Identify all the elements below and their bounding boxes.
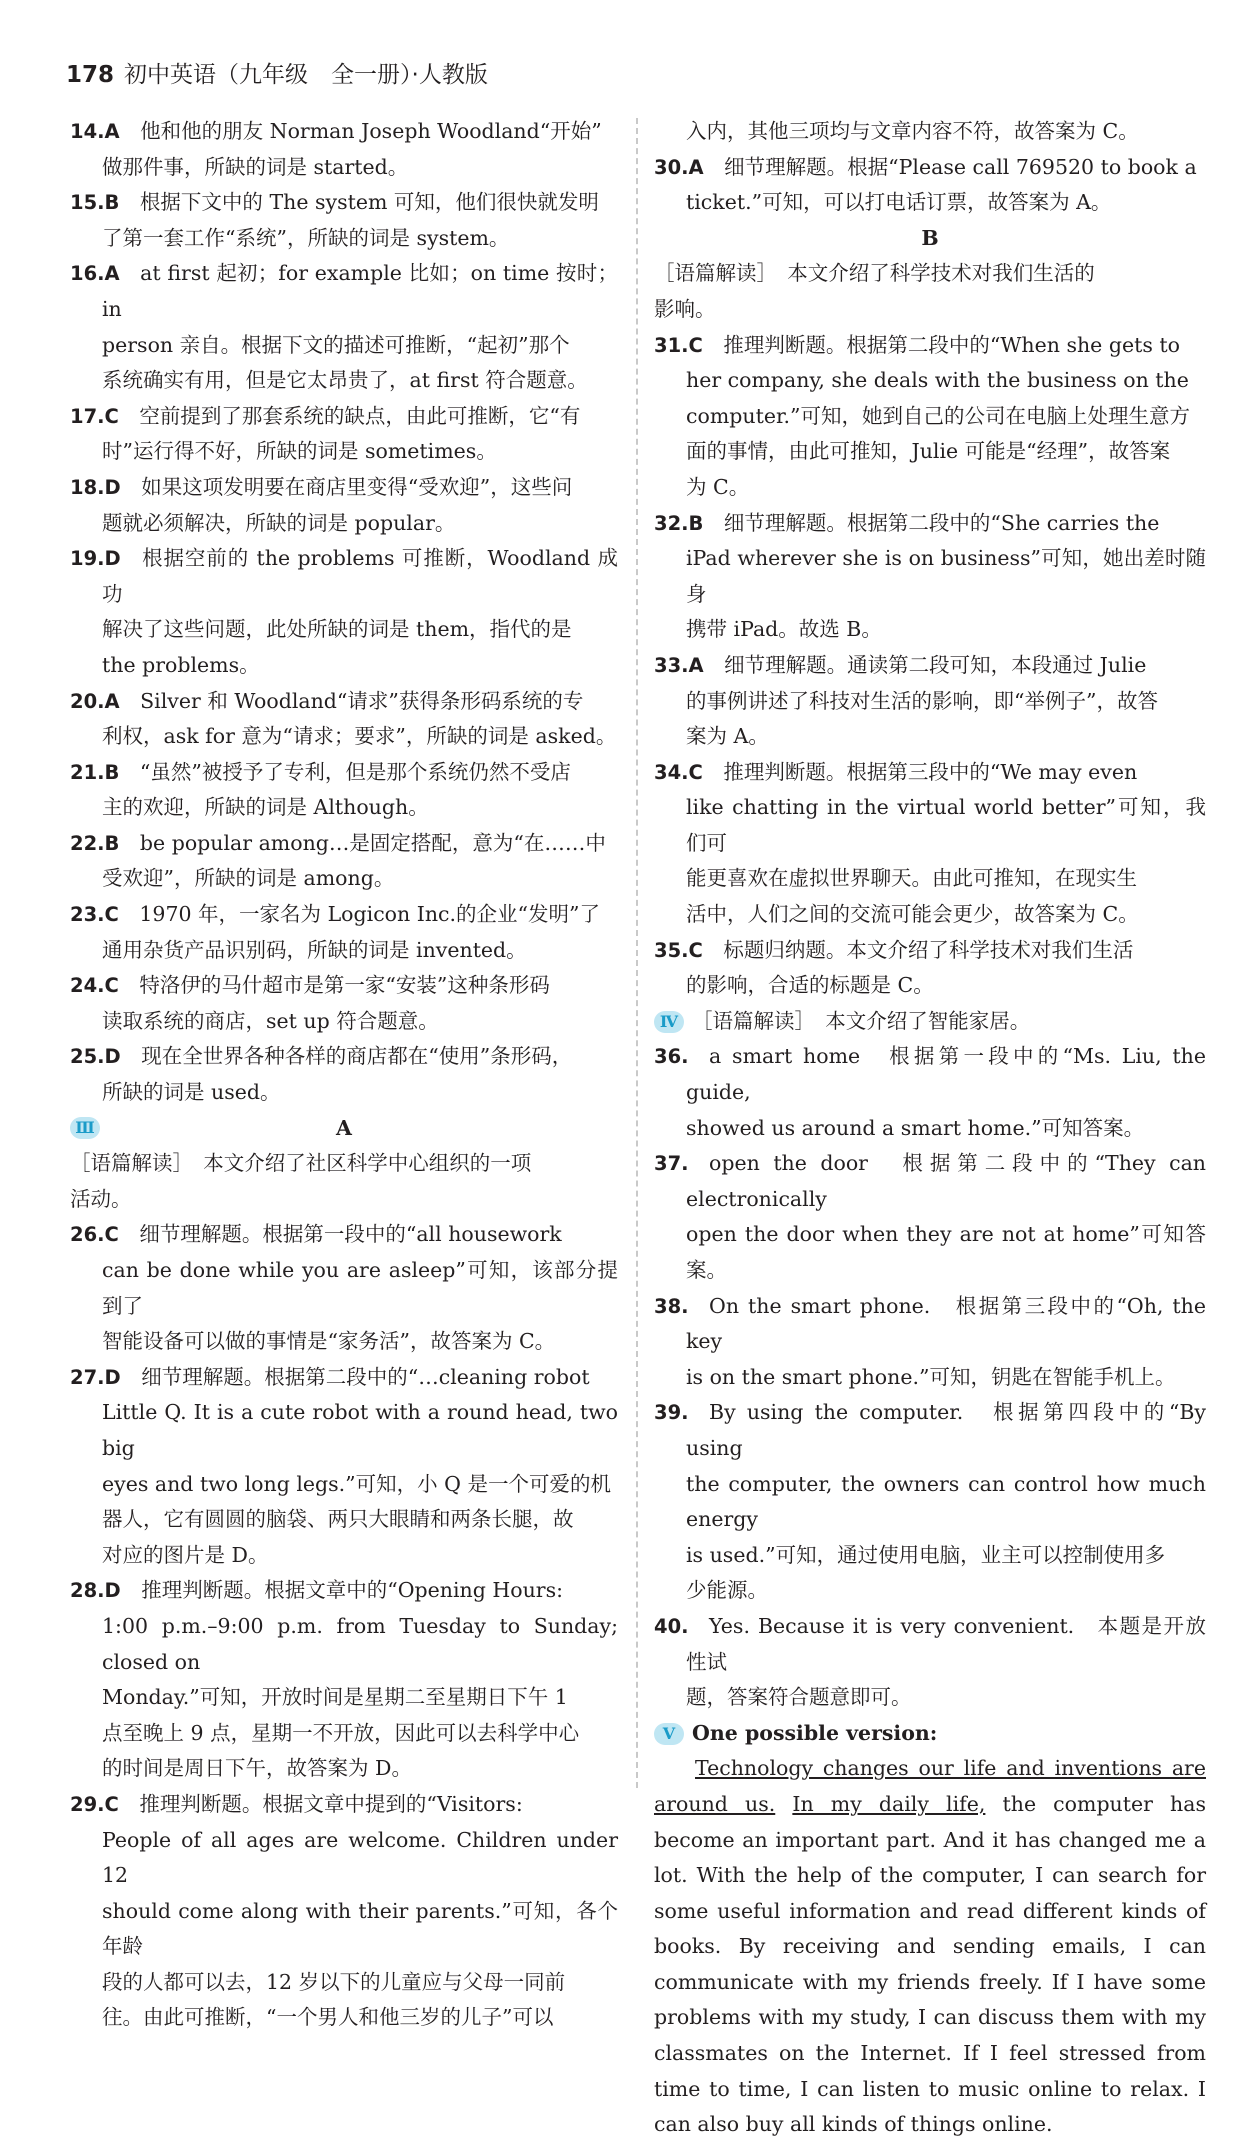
section-heading-4 [654, 1004, 1206, 1040]
answer-text: “虽然”被授予了专利，但是那个系统仍然不受店 [139, 759, 571, 784]
answer-entry [70, 826, 618, 897]
answer-entry [70, 1787, 618, 2036]
answer-continuation-line: eyes and two long legs.”可知，小 Q 是一个可爱的机 [102, 1471, 611, 1496]
answer-text: 特洛伊的马什超市是第一家“安装”这种条形码 [139, 973, 550, 998]
essay-body: the computer has become an important part. And it has changed me a lot. With the help of the computer, I can search for some useful information and read different kinds of books. By receiving and sending emails, I can communicate with my friends freely. If I have some problems with my study, I can discuss them with my classmates on the Internet. If I feel stressed from time to time, I can listen to music online to relax. I can also buy all kinds of things online. [654, 1791, 1206, 2137]
answer-text: 细节理解题。根据第二段中的“…cleaning robot [141, 1364, 590, 1389]
answer-first-line [70, 684, 618, 720]
answer-text: 空前提到了那套系统的缺点，由此可推断，它“有 [139, 403, 581, 428]
answer-continuation-line: People of all ages are welcome. Children under 12 [102, 1827, 618, 1888]
answer-number: 28.D [70, 1579, 121, 1603]
answer-number: 36. [654, 1045, 689, 1069]
answer-text: be popular among…是固定搭配，意为“在……中 [139, 830, 606, 855]
answer-continuation-line: 读取系统的商店，set up 符合题意。 [102, 1008, 439, 1033]
answer-continuation-line: 对应的图片是 D。 [102, 1542, 269, 1567]
answer-first-line [70, 399, 618, 435]
answer-continuation-line: 了第一套工作“系统”，所缺的词是 system。 [102, 225, 510, 250]
answer-continuation-line: 面的事情，由此可推知，Julie 可能是“经理”，故答案 [686, 439, 1171, 464]
answer-entry [654, 755, 1206, 933]
answer-continuation-line: like chatting in the virtual world better”可知，我们可 [686, 795, 1206, 855]
answer-continuation-line: 活中，人们之间的交流可能会更少，故答案为 C。 [686, 902, 1139, 927]
column-divider [636, 118, 638, 1788]
answer-number: 20.A [70, 689, 120, 713]
answer-continuation-line: is on the smart phone.”可知，钥匙在智能手机上。 [686, 1364, 1176, 1389]
page-header [66, 56, 488, 89]
answer-first-line [70, 541, 618, 612]
section-badge-3: Ⅲ [70, 1117, 100, 1139]
reading-a-line-2: 活动。 [70, 1186, 132, 1211]
answer-continuation-line: person 亲自。根据下文的描述可推断，“起初”那个 [102, 332, 570, 357]
answer-continuation-line: 案为 A。 [686, 724, 769, 749]
answer-number: 27.D [70, 1365, 121, 1389]
answer-number: 26.C [70, 1223, 119, 1247]
reading-a-line-1: ［语篇解读］ 本文介绍了社区科学中心组织的一项 [70, 1151, 532, 1176]
answer-entry [70, 755, 618, 826]
right-column [654, 114, 1206, 2143]
reading-a-intro [70, 1146, 618, 1217]
answer-first-line [70, 755, 618, 791]
answer-first-line [654, 648, 1206, 684]
answer-number: 22.B [70, 831, 120, 855]
answer-continuation-line: ticket.”可知，可以打电话订票，故答案为 A。 [686, 190, 1112, 215]
answer-list-2 [70, 1217, 618, 2036]
answer-first-line [654, 1039, 1206, 1110]
left-column [70, 114, 618, 2036]
essay-underlined-1: Technology changes our life and inventions are [695, 1756, 1206, 1781]
answer-number: 29.C [70, 1792, 119, 1816]
answer-continuation-line: open the door when they are not at home”可知答案。 [686, 1222, 1206, 1282]
answer-continuation-line: 受欢迎”，所缺的词是 among。 [102, 866, 395, 891]
answer-first-line [70, 968, 618, 1004]
answer-entry [654, 933, 1206, 1004]
answer-list-4 [654, 1039, 1206, 1715]
answer-continuation-line: 通用杂货产品识别码，所缺的词是 invented。 [102, 937, 527, 962]
answer-number: 35.C [654, 938, 703, 962]
answer-first-line [654, 933, 1206, 969]
answer-entry [70, 256, 618, 398]
answer-first-line [654, 1609, 1206, 1680]
answer-first-line [70, 1217, 618, 1253]
answer-entry [70, 185, 618, 256]
answer-continuation-line: 利权，ask for 意为“请求；要求”，所缺的词是 asked。 [102, 724, 617, 749]
answer-continuation-line: 能更喜欢在虚拟世界聊天。由此可推知，在现实生 [686, 866, 1137, 891]
reading-b-intro [654, 256, 1206, 327]
answer-first-line [654, 150, 1206, 186]
answer-continuation-line: 往。由此可推断，“一个男人和他三岁的儿子”可以 [102, 2005, 554, 2030]
answer-number: 34.C [654, 760, 703, 784]
answer-text: 他和他的朋友 Norman Joseph Woodland“开始” [140, 119, 602, 143]
answer-first-line [70, 185, 618, 221]
answer-text: By using the computer. 根据第四段中的“By using [686, 1400, 1206, 1460]
answer-number: 16.A [70, 262, 120, 286]
answer-number: 30.A [654, 155, 704, 179]
answer-text: 推理判断题。根据第二段中的“When she gets to [723, 332, 1180, 357]
answer-entry [70, 1217, 618, 1359]
answer-text: 推理判断题。根据第三段中的“We may even [723, 759, 1138, 784]
answer-first-line [654, 755, 1206, 791]
answer-first-line [70, 1573, 618, 1609]
answer-number: 38. [654, 1294, 689, 1318]
answer-number: 32.B [654, 511, 704, 535]
answer-30 [654, 150, 1206, 221]
section-letter-a: A [336, 1115, 352, 1140]
answer-text: open the door 根据第二段中的“They can electronically [686, 1151, 1206, 1211]
answer-continuation-line: should come along with their parents.”可知，各个年龄 [102, 1898, 618, 1959]
book-title: 初中英语（九年级 全一册）·人教版 [124, 62, 488, 88]
answer-number: 21.B [70, 760, 120, 784]
answer-text: 细节理解题。根据“Please call 769520 to book a [724, 154, 1197, 179]
reading-b-line-1: ［语篇解读］ 本文介绍了科学技术对我们生活的 [654, 261, 1095, 286]
answer-entry [70, 399, 618, 470]
answer-number: 31.C [654, 333, 703, 357]
answer-continuation-line: the problems。 [102, 652, 260, 677]
answer-continuation-line: showed us around a smart home.”可知答案。 [686, 1115, 1145, 1140]
answer-entry [654, 1395, 1206, 1609]
answer-first-line [654, 1146, 1206, 1217]
answer-continuation-line: 系统确实有用，但是它太昂贵了，at first 符合题意。 [102, 368, 588, 393]
answer-continuation-line: 主的欢迎，所缺的词是 Although。 [102, 795, 429, 820]
answer-text: 根据空前的 the problems 可推断，Woodland 成功 [102, 546, 618, 606]
answer-first-line [654, 328, 1206, 364]
answer-continuation-line: iPad wherever she is on business”可知，她出差时随身 [686, 546, 1206, 606]
answer-number: 24.C [70, 974, 119, 998]
answer-text: Yes. Because it is very convenient. 本题是开放性试 [686, 1613, 1206, 1674]
answer-continuation-line: 所缺的词是 used。 [102, 1080, 281, 1105]
answer-number: 23.C [70, 903, 119, 927]
answer-entry [654, 1289, 1206, 1396]
answer-continuation-line: 1:00 p.m.–9:00 p.m. from Tuesday to Sunday; closed on [102, 1613, 618, 1674]
answer-first-line [654, 506, 1206, 542]
answer-continuation-line: 的事例讲述了科技对生活的影响，即“举例子”，故答 [686, 688, 1158, 713]
answer-number: 19.D [70, 547, 121, 571]
section-heading-5 [654, 1716, 1206, 1752]
answer-text: 标题归纳题。本文介绍了科学技术对我们生活 [723, 937, 1134, 962]
answer-entry [70, 897, 618, 968]
reading-4-intro: ［语篇解读］ 本文介绍了智能家居。 [692, 1008, 1031, 1033]
answer-entry [70, 968, 618, 1039]
answer-continuation-line: 时”运行得不好，所缺的词是 sometimes。 [102, 439, 497, 464]
answer-entry [654, 506, 1206, 648]
answer-continuation-line: can be done while you are asleep”可知，该部分提到了 [102, 1258, 618, 1318]
answer-entry [654, 1146, 1206, 1288]
answer-continuation-line: 段的人都可以去，12 岁以下的儿童应与父母一同前 [102, 1969, 566, 1994]
answer-continuation-line: 点至晚上 9 点，星期一不开放，因此可以去科学中心 [102, 1720, 580, 1745]
section-heading-3 [70, 1111, 618, 1147]
answer-entry [654, 648, 1206, 755]
answer-entry [70, 114, 618, 185]
answer-entry [654, 328, 1206, 506]
answer-continuation-line: 为 C。 [686, 474, 750, 499]
answer-number: 15.B [70, 191, 120, 215]
answer-number: 17.C [70, 404, 119, 428]
answer-number: 39. [654, 1401, 689, 1425]
answer-text: 细节理解题。根据第一段中的“all housework [139, 1222, 562, 1247]
answer-text: On the smart phone. 根据第三段中的“Oh, the key [686, 1293, 1206, 1354]
answer-number: 37. [654, 1152, 689, 1176]
answer-first-line [70, 470, 618, 506]
answer-continuation-line: the computer, the owners can control how much energy [686, 1471, 1206, 1532]
essay-underlined-3: In my daily life, [792, 1791, 986, 1816]
answer-first-line [70, 1787, 618, 1823]
essay-text [654, 1751, 1206, 2143]
answer-continuation-line: 携带 iPad。故选 B。 [686, 617, 882, 642]
answer-number: 33.A [654, 653, 704, 677]
answer-continuation-line: is used.”可知，通过使用电脑，业主可以控制使用多 [686, 1542, 1166, 1567]
answer-continuation-line: 解决了这些问题，此处所缺的词是 them，指代的是 [102, 617, 572, 642]
answer-text: at first 起初；for example 比如；on time 按时；in [102, 261, 618, 321]
answer-text: 1970 年，一家名为 Logicon Inc.的企业“发明”了 [139, 902, 600, 927]
answer-list-1 [70, 114, 618, 1111]
answer-number: 25.D [70, 1045, 121, 1069]
answer-continuation-line: 智能设备可以做的事情是“家务活”，故答案为 C。 [102, 1329, 556, 1354]
answer-text: 细节理解题。根据第二段中的“She carries the [723, 510, 1160, 535]
answer-text: 根据下文中的 The system 可知，他们很快就发明 [139, 190, 599, 215]
answer-continuation-line: 题就必须解决，所缺的词是 popular。 [102, 510, 456, 535]
answer-entry [70, 1360, 618, 1574]
answer-text: Silver 和 Woodland“请求”获得条形码系统的专 [140, 688, 584, 713]
answer-entry [70, 470, 618, 541]
answer-first-line [654, 1289, 1206, 1360]
section-badge-5: Ⅴ [654, 1723, 684, 1745]
answer-continuation-line: 器人，它有圆圆的脑袋、两只大眼睛和两条长腿，故 [102, 1507, 574, 1532]
answer-text: a smart home 根据第一段中的“Ms. Liu, the guide, [686, 1044, 1206, 1105]
answer-first-line [70, 1039, 618, 1075]
answer-text: 现在全世界各种各样的商店都在“使用”条形码， [141, 1044, 573, 1069]
answer-number: 40. [654, 1614, 689, 1638]
answer-number: 18.D [70, 475, 121, 499]
answer-continuation-line: 的时间是周日下午，故答案为 D。 [102, 1756, 412, 1781]
reading-b-line-2: 影响。 [654, 296, 716, 321]
answer-continuation-line: Little Q. It is a cute robot with a round head, two big [102, 1400, 618, 1460]
answer-continuation-line: 少能源。 [686, 1578, 768, 1603]
answer-continuation-line: her company, she deals with the business on the [686, 368, 1189, 393]
essay-underlined-2: around us. [654, 1791, 776, 1816]
answer-text: 推理判断题。根据文章中的“Opening Hours: [141, 1578, 564, 1603]
answer-first-line [654, 1395, 1206, 1466]
answer-text: 如果这项发明要在商店里变得“受欢迎”，这些问 [141, 474, 573, 499]
section-letter-b: B [921, 225, 939, 250]
answer-first-line [70, 897, 618, 933]
answer-text: 推理判断题。根据文章中提到的“Visitors: [139, 1791, 523, 1816]
answer-continuation-line: 题，答案符合题意即可。 [686, 1685, 912, 1710]
answer-list-b [654, 328, 1206, 1004]
answer-entry [654, 1609, 1206, 1716]
answer-entry [70, 1573, 618, 1787]
answer-29-continued: 入内，其他三项均与文章内容不符，故答案为 C。 [686, 119, 1139, 143]
answer-first-line [70, 256, 618, 327]
answer-continuation-line: Monday.”可知，开放时间是星期二至星期日下午 1 [102, 1685, 568, 1710]
answer-first-line [70, 826, 618, 862]
answer-number: 14.A [70, 120, 120, 143]
answer-first-line [70, 114, 618, 150]
answer-continuation-line: computer.”可知，她到自己的公司在电脑上处理生意方 [686, 403, 1191, 428]
possible-version-title: One possible version: [692, 1720, 938, 1745]
answer-entry [70, 1039, 618, 1110]
answer-continuation-line: 的影响，合适的标题是 C。 [686, 973, 934, 998]
answer-entry [654, 1039, 1206, 1146]
answer-first-line [70, 1360, 618, 1396]
section-badge-4: Ⅳ [654, 1011, 684, 1033]
answer-entry [70, 541, 618, 683]
answer-text: 细节理解题。通读第二段可知，本段通过 Julie [724, 652, 1147, 677]
answer-entry [70, 684, 618, 755]
answer-continuation-line: 做那件事，所缺的词是 started。 [102, 154, 409, 179]
page-number: 178 [66, 62, 115, 88]
